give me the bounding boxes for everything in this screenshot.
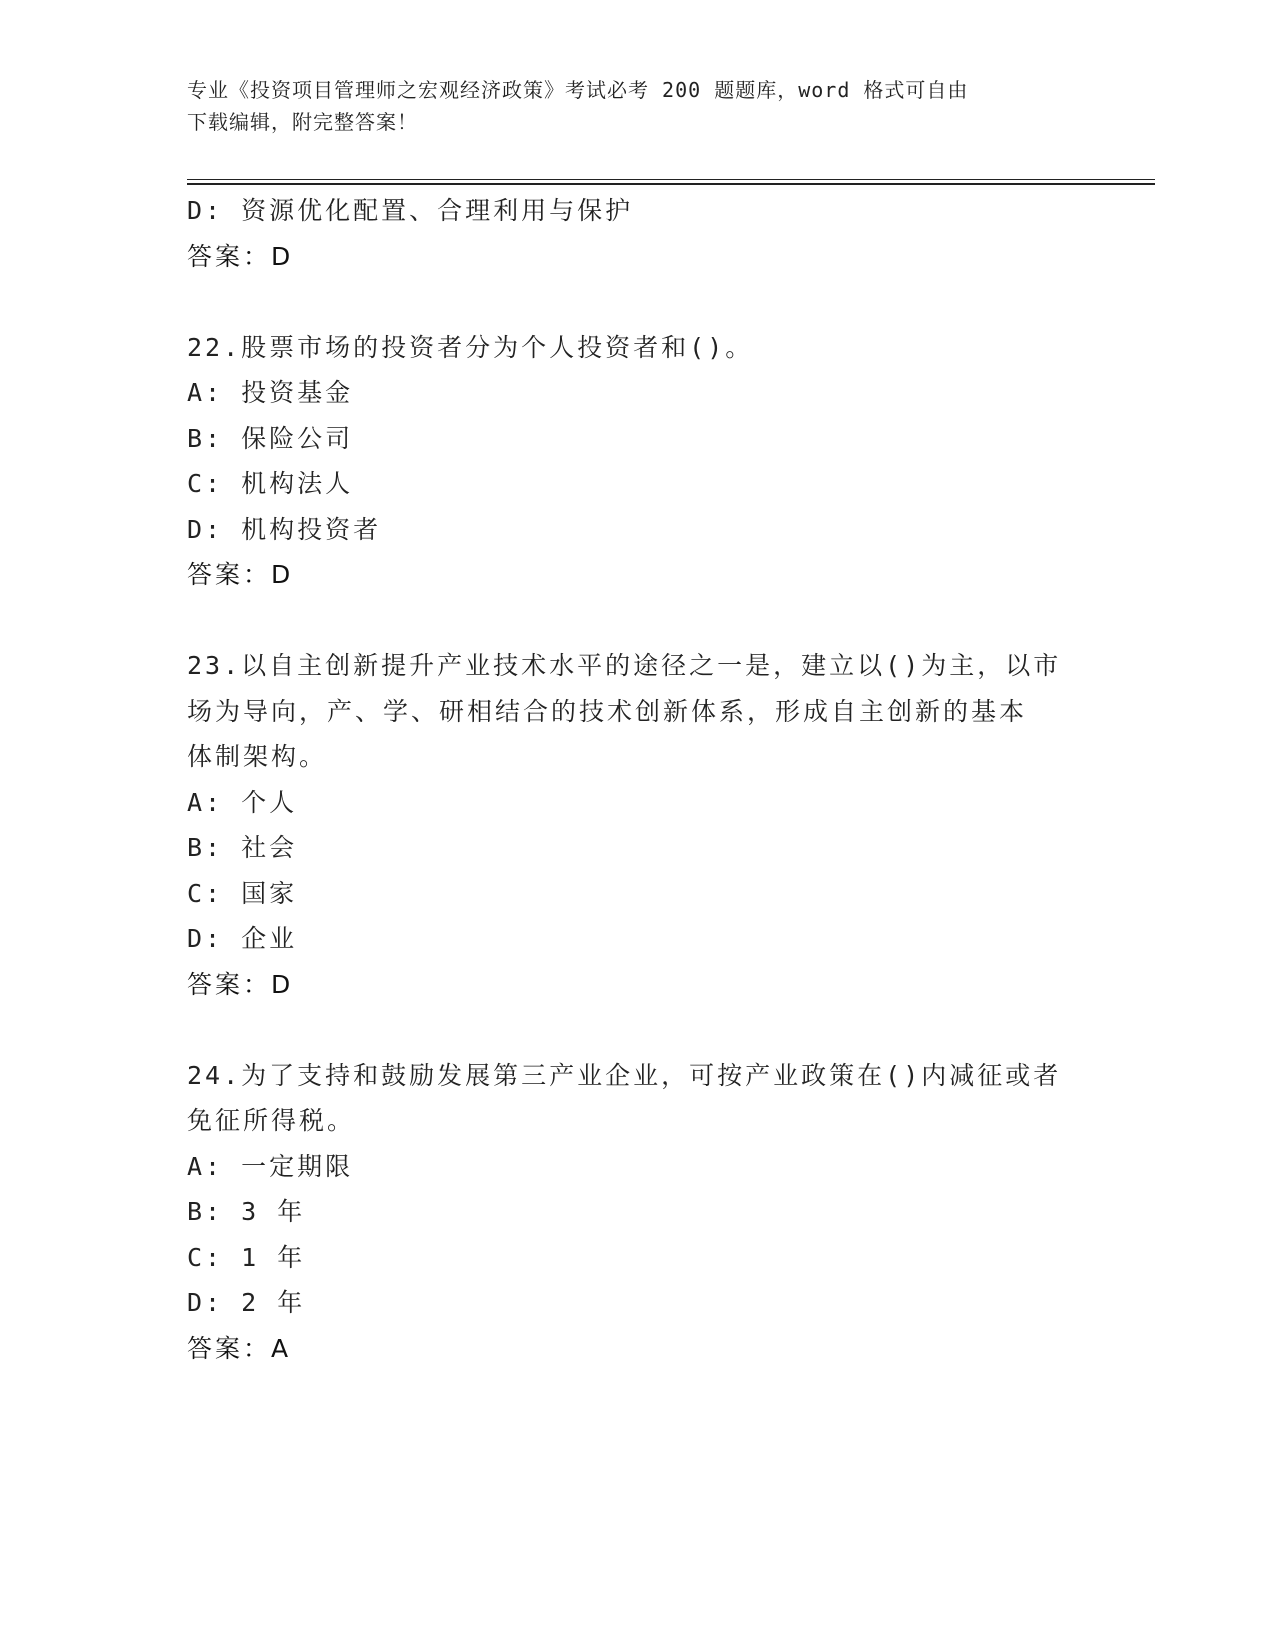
option-d: D: 机构投资者 [187,514,382,544]
option-c: C: 机构法人 [187,469,354,498]
question-22 [187,325,1087,598]
carryover-question [187,188,1087,279]
option-c: C: 1 年 [187,1242,306,1272]
option-d: D: 2 年 [187,1288,306,1317]
header-divider-thin [187,179,1155,180]
spacer [187,279,1087,325]
question-list [187,188,1087,1371]
answer-line: 答案：D [187,560,294,589]
question-stem-line: 23.以自主创新提升产业技术水平的途径之一是，建立以()为主，以市 [187,651,1062,680]
answer-line: 答案：D [187,241,294,271]
option-d: D: 企业 [187,924,298,953]
question-23 [187,643,1087,1007]
question-stem-line: 免征所得税。 [187,1106,356,1135]
option-b: B: 3 年 [187,1197,306,1226]
question-stem-line: 24.为了支持和鼓励发展第三产业企业，可按产业政策在()内减征或者 [187,1060,1062,1090]
spacer [187,1007,1087,1053]
option-a: A: 个人 [187,787,298,817]
document-header [187,74,1067,138]
option-d: D: 资源优化配置、合理利用与保护 [187,196,634,225]
option-b: B: 保险公司 [187,423,354,453]
option-c: C: 国家 [187,878,298,908]
option-a: A: 投资基金 [187,378,354,407]
header-divider-thick [187,183,1155,185]
option-a: A: 一定期限 [187,1151,354,1181]
question-stem-line: 体制架构。 [187,742,328,771]
question-stem-line: 场为导向，产、学、研相结合的技术创新体系，形成自主创新的基本 [187,696,1028,726]
option-b: B: 社会 [187,833,298,862]
question-24 [187,1053,1087,1372]
answer-line: 答案：A [187,1333,292,1363]
header-line-1: 专业《投资项目管理师之宏观经济政策》考试必考 200 题题库，word 格式可自由 [187,78,969,102]
answer-line: 答案：D [187,969,294,999]
question-stem-line: 22.股票市场的投资者分为个人投资者和()。 [187,332,754,362]
header-line-2: 下载编辑，附完整答案！ [187,110,418,134]
spacer [187,598,1087,644]
